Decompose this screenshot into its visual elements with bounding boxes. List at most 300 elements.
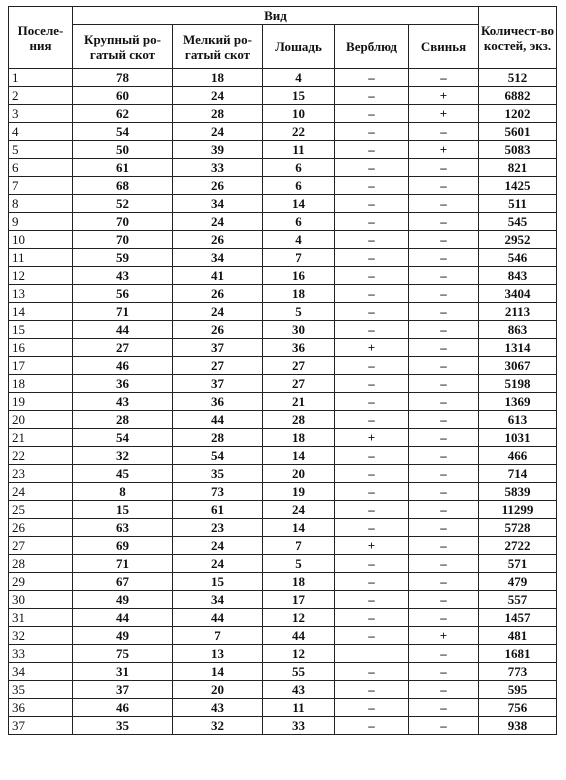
settlement-number: 29: [9, 573, 73, 591]
cattle-value: 32: [73, 447, 173, 465]
small-cattle-value: 44: [173, 411, 263, 429]
bone-count-value: 571: [479, 555, 557, 573]
pig-mark: –: [409, 519, 479, 537]
header-pig: Свинья: [409, 25, 479, 69]
bone-count-value: 5601: [479, 123, 557, 141]
bone-count-value: 6882: [479, 87, 557, 105]
bone-count-value: 546: [479, 249, 557, 267]
small-cattle-value: 26: [173, 321, 263, 339]
pig-mark: –: [409, 177, 479, 195]
small-cattle-value: 28: [173, 105, 263, 123]
table-row: [9, 267, 557, 285]
camel-mark: +: [335, 537, 409, 555]
camel-mark: –: [335, 555, 409, 573]
pig-mark: –: [409, 645, 479, 663]
table-row: [9, 699, 557, 717]
settlement-number: 3: [9, 105, 73, 123]
settlement-number: 9: [9, 213, 73, 231]
settlement-number: 12: [9, 267, 73, 285]
small-cattle-value: 33: [173, 159, 263, 177]
bone-count-value: 5198: [479, 375, 557, 393]
settlement-number: 24: [9, 483, 73, 501]
camel-mark: –: [335, 105, 409, 123]
cattle-value: 63: [73, 519, 173, 537]
horse-value: 14: [263, 447, 335, 465]
pig-mark: –: [409, 195, 479, 213]
header-bone-count: Количест-во костей, экз.: [479, 7, 557, 69]
header-species-group: Вид: [73, 7, 479, 25]
small-cattle-value: 26: [173, 285, 263, 303]
camel-mark: –: [335, 231, 409, 249]
camel-mark: –: [335, 681, 409, 699]
small-cattle-value: 61: [173, 501, 263, 519]
table-row: [9, 249, 557, 267]
camel-mark: +: [335, 429, 409, 447]
settlement-number: 1: [9, 69, 73, 87]
table-row: [9, 663, 557, 681]
cattle-value: 61: [73, 159, 173, 177]
horse-value: 17: [263, 591, 335, 609]
pig-mark: –: [409, 303, 479, 321]
horse-value: 36: [263, 339, 335, 357]
small-cattle-value: 23: [173, 519, 263, 537]
horse-value: 24: [263, 501, 335, 519]
horse-value: 43: [263, 681, 335, 699]
table-row: [9, 447, 557, 465]
settlement-number: 19: [9, 393, 73, 411]
settlement-number: 22: [9, 447, 73, 465]
table-row: [9, 69, 557, 87]
camel-mark: +: [335, 339, 409, 357]
horse-value: 4: [263, 69, 335, 87]
cattle-value: 67: [73, 573, 173, 591]
horse-value: 11: [263, 699, 335, 717]
pig-mark: –: [409, 123, 479, 141]
horse-value: 20: [263, 465, 335, 483]
small-cattle-value: 24: [173, 555, 263, 573]
camel-mark: –: [335, 717, 409, 735]
table-row: [9, 231, 557, 249]
settlement-number: 7: [9, 177, 73, 195]
pig-mark: –: [409, 249, 479, 267]
settlement-number: 31: [9, 609, 73, 627]
settlement-number: 21: [9, 429, 73, 447]
camel-mark: –: [335, 267, 409, 285]
camel-mark: –: [335, 483, 409, 501]
cattle-value: 75: [73, 645, 173, 663]
small-cattle-value: 32: [173, 717, 263, 735]
horse-value: 21: [263, 393, 335, 411]
horse-value: 5: [263, 555, 335, 573]
settlement-number: 34: [9, 663, 73, 681]
table-row: [9, 429, 557, 447]
pig-mark: –: [409, 267, 479, 285]
small-cattle-value: 54: [173, 447, 263, 465]
pig-mark: –: [409, 663, 479, 681]
table-row: [9, 339, 557, 357]
pig-mark: –: [409, 231, 479, 249]
pig-mark: –: [409, 285, 479, 303]
horse-value: 10: [263, 105, 335, 123]
cattle-value: 56: [73, 285, 173, 303]
small-cattle-value: 37: [173, 375, 263, 393]
header-cattle: Крупный ро-гатый скот: [73, 25, 173, 69]
small-cattle-value: 35: [173, 465, 263, 483]
cattle-value: 31: [73, 663, 173, 681]
cattle-value: 44: [73, 609, 173, 627]
camel-mark: –: [335, 519, 409, 537]
camel-mark: –: [335, 357, 409, 375]
settlement-number: 37: [9, 717, 73, 735]
bone-count-value: 1202: [479, 105, 557, 123]
settlement-number: 35: [9, 681, 73, 699]
cattle-value: 71: [73, 555, 173, 573]
small-cattle-value: 13: [173, 645, 263, 663]
small-cattle-value: 24: [173, 213, 263, 231]
cattle-value: 69: [73, 537, 173, 555]
bone-count-value: 938: [479, 717, 557, 735]
bone-count-value: 557: [479, 591, 557, 609]
bone-count-value: 773: [479, 663, 557, 681]
pig-mark: –: [409, 159, 479, 177]
table-row: [9, 627, 557, 645]
settlement-number: 8: [9, 195, 73, 213]
bone-count-value: 545: [479, 213, 557, 231]
small-cattle-value: 34: [173, 249, 263, 267]
bone-count-value: 595: [479, 681, 557, 699]
bone-count-value: 1457: [479, 609, 557, 627]
bone-count-value: 1314: [479, 339, 557, 357]
table-row: [9, 375, 557, 393]
cattle-value: 36: [73, 375, 173, 393]
cattle-value: 45: [73, 465, 173, 483]
cattle-value: 43: [73, 393, 173, 411]
pig-mark: –: [409, 465, 479, 483]
camel-mark: –: [335, 411, 409, 429]
camel-mark: –: [335, 123, 409, 141]
pig-mark: –: [409, 717, 479, 735]
horse-value: 30: [263, 321, 335, 339]
horse-value: 22: [263, 123, 335, 141]
cattle-value: 35: [73, 717, 173, 735]
settlement-number: 17: [9, 357, 73, 375]
horse-value: 4: [263, 231, 335, 249]
camel-mark: –: [335, 321, 409, 339]
pig-mark: –: [409, 429, 479, 447]
horse-value: 28: [263, 411, 335, 429]
table-row: [9, 357, 557, 375]
pig-mark: –: [409, 501, 479, 519]
settlement-number: 20: [9, 411, 73, 429]
cattle-value: 28: [73, 411, 173, 429]
pig-mark: –: [409, 69, 479, 87]
pig-mark: –: [409, 609, 479, 627]
cattle-value: 52: [73, 195, 173, 213]
pig-mark: –: [409, 699, 479, 717]
settlement-number: 28: [9, 555, 73, 573]
settlement-number: 15: [9, 321, 73, 339]
horse-value: 7: [263, 537, 335, 555]
camel-mark: –: [335, 375, 409, 393]
table-row: [9, 681, 557, 699]
small-cattle-value: 26: [173, 231, 263, 249]
table-row: [9, 321, 557, 339]
cattle-value: 50: [73, 141, 173, 159]
cattle-value: 8: [73, 483, 173, 501]
camel-mark: –: [335, 159, 409, 177]
small-cattle-value: 24: [173, 87, 263, 105]
bone-count-value: 5728: [479, 519, 557, 537]
horse-value: 55: [263, 663, 335, 681]
cattle-value: 62: [73, 105, 173, 123]
settlement-number: 10: [9, 231, 73, 249]
pig-mark: –: [409, 483, 479, 501]
table-body: [9, 69, 557, 735]
small-cattle-value: 14: [173, 663, 263, 681]
table-row: [9, 555, 557, 573]
small-cattle-value: 41: [173, 267, 263, 285]
pig-mark: –: [409, 321, 479, 339]
small-cattle-value: 73: [173, 483, 263, 501]
header-small-cattle: Мелкий ро-гатый скот: [173, 25, 263, 69]
table-row: [9, 195, 557, 213]
small-cattle-value: 36: [173, 393, 263, 411]
horse-value: 18: [263, 573, 335, 591]
settlement-number: 6: [9, 159, 73, 177]
table-row: [9, 591, 557, 609]
camel-mark: –: [335, 303, 409, 321]
settlement-number: 30: [9, 591, 73, 609]
horse-value: 44: [263, 627, 335, 645]
horse-value: 12: [263, 645, 335, 663]
camel-mark: –: [335, 141, 409, 159]
bone-count-value: 1369: [479, 393, 557, 411]
horse-value: 19: [263, 483, 335, 501]
horse-value: 6: [263, 213, 335, 231]
cattle-value: 49: [73, 627, 173, 645]
cattle-value: 68: [73, 177, 173, 195]
table-row: [9, 519, 557, 537]
small-cattle-value: 26: [173, 177, 263, 195]
header-camel: Верблюд: [335, 25, 409, 69]
pig-mark: –: [409, 375, 479, 393]
table-row: [9, 87, 557, 105]
horse-value: 27: [263, 375, 335, 393]
bone-count-value: 3067: [479, 357, 557, 375]
camel-mark: –: [335, 591, 409, 609]
table-row: [9, 393, 557, 411]
pig-mark: +: [409, 87, 479, 105]
cattle-value: 15: [73, 501, 173, 519]
small-cattle-value: 43: [173, 699, 263, 717]
horse-value: 12: [263, 609, 335, 627]
cattle-value: 27: [73, 339, 173, 357]
bone-count-value: 5839: [479, 483, 557, 501]
bone-count-value: 714: [479, 465, 557, 483]
horse-value: 16: [263, 267, 335, 285]
bone-count-value: 821: [479, 159, 557, 177]
horse-value: 6: [263, 177, 335, 195]
camel-mark: –: [335, 69, 409, 87]
settlement-number: 4: [9, 123, 73, 141]
settlement-number: 25: [9, 501, 73, 519]
table-row: [9, 645, 557, 663]
settlement-number: 32: [9, 627, 73, 645]
small-cattle-value: 28: [173, 429, 263, 447]
header-horse: Лошадь: [263, 25, 335, 69]
cattle-value: 43: [73, 267, 173, 285]
bone-count-value: 1681: [479, 645, 557, 663]
bone-count-value: 863: [479, 321, 557, 339]
livestock-bones-table: [8, 6, 557, 735]
settlement-number: 26: [9, 519, 73, 537]
cattle-value: 59: [73, 249, 173, 267]
cattle-value: 46: [73, 699, 173, 717]
camel-mark: –: [335, 393, 409, 411]
table-row: [9, 411, 557, 429]
horse-value: 18: [263, 429, 335, 447]
bone-count-value: 3404: [479, 285, 557, 303]
settlement-number: 16: [9, 339, 73, 357]
camel-mark: –: [335, 87, 409, 105]
cattle-value: 71: [73, 303, 173, 321]
small-cattle-value: 20: [173, 681, 263, 699]
table-row: [9, 213, 557, 231]
bone-count-value: 479: [479, 573, 557, 591]
small-cattle-value: 34: [173, 591, 263, 609]
pig-mark: –: [409, 447, 479, 465]
camel-mark: –: [335, 609, 409, 627]
pig-mark: +: [409, 105, 479, 123]
small-cattle-value: 24: [173, 537, 263, 555]
table-row: [9, 501, 557, 519]
settlement-number: 11: [9, 249, 73, 267]
bone-count-value: 11299: [479, 501, 557, 519]
pig-mark: +: [409, 141, 479, 159]
bone-count-value: 2113: [479, 303, 557, 321]
pig-mark: –: [409, 591, 479, 609]
table-row: [9, 573, 557, 591]
camel-mark: –: [335, 465, 409, 483]
table-row: [9, 177, 557, 195]
header-settlement: Поселе-ния: [9, 7, 73, 69]
bone-count-value: 613: [479, 411, 557, 429]
small-cattle-value: 37: [173, 339, 263, 357]
table-row: [9, 285, 557, 303]
table-row: [9, 159, 557, 177]
cattle-value: 70: [73, 213, 173, 231]
pig-mark: +: [409, 627, 479, 645]
horse-value: 15: [263, 87, 335, 105]
cattle-value: 49: [73, 591, 173, 609]
camel-mark: –: [335, 501, 409, 519]
pig-mark: –: [409, 411, 479, 429]
horse-value: 11: [263, 141, 335, 159]
horse-value: 5: [263, 303, 335, 321]
cattle-value: 70: [73, 231, 173, 249]
small-cattle-value: 39: [173, 141, 263, 159]
pig-mark: –: [409, 555, 479, 573]
bone-count-value: 756: [479, 699, 557, 717]
pig-mark: –: [409, 537, 479, 555]
bone-count-value: 1031: [479, 429, 557, 447]
table-row: [9, 717, 557, 735]
pig-mark: –: [409, 357, 479, 375]
cattle-value: 54: [73, 429, 173, 447]
small-cattle-value: 44: [173, 609, 263, 627]
horse-value: 14: [263, 519, 335, 537]
camel-mark: –: [335, 177, 409, 195]
horse-value: 33: [263, 717, 335, 735]
small-cattle-value: 18: [173, 69, 263, 87]
bone-count-value: 2722: [479, 537, 557, 555]
pig-mark: –: [409, 393, 479, 411]
settlement-number: 18: [9, 375, 73, 393]
pig-mark: –: [409, 339, 479, 357]
horse-value: 27: [263, 357, 335, 375]
table-row: [9, 303, 557, 321]
pig-mark: –: [409, 573, 479, 591]
table-row: [9, 105, 557, 123]
horse-value: 14: [263, 195, 335, 213]
cattle-value: 78: [73, 69, 173, 87]
table-row: [9, 123, 557, 141]
cattle-value: 37: [73, 681, 173, 699]
small-cattle-value: 15: [173, 573, 263, 591]
bone-count-value: 481: [479, 627, 557, 645]
small-cattle-value: 27: [173, 357, 263, 375]
settlement-number: 23: [9, 465, 73, 483]
pig-mark: –: [409, 681, 479, 699]
camel-mark: –: [335, 627, 409, 645]
settlement-number: 33: [9, 645, 73, 663]
settlement-number: 14: [9, 303, 73, 321]
small-cattle-value: 34: [173, 195, 263, 213]
small-cattle-value: 24: [173, 303, 263, 321]
camel-mark: [335, 645, 409, 663]
settlement-number: 2: [9, 87, 73, 105]
table-row: [9, 483, 557, 501]
camel-mark: –: [335, 573, 409, 591]
table-row: [9, 141, 557, 159]
horse-value: 7: [263, 249, 335, 267]
bone-count-value: 511: [479, 195, 557, 213]
pig-mark: –: [409, 213, 479, 231]
camel-mark: –: [335, 663, 409, 681]
cattle-value: 54: [73, 123, 173, 141]
table-row: [9, 537, 557, 555]
bone-count-value: 2952: [479, 231, 557, 249]
small-cattle-value: 7: [173, 627, 263, 645]
camel-mark: –: [335, 249, 409, 267]
bone-count-value: 1425: [479, 177, 557, 195]
camel-mark: –: [335, 447, 409, 465]
horse-value: 18: [263, 285, 335, 303]
horse-value: 6: [263, 159, 335, 177]
cattle-value: 60: [73, 87, 173, 105]
camel-mark: –: [335, 213, 409, 231]
table-row: [9, 609, 557, 627]
settlement-number: 13: [9, 285, 73, 303]
settlement-number: 27: [9, 537, 73, 555]
cattle-value: 44: [73, 321, 173, 339]
bone-count-value: 512: [479, 69, 557, 87]
table-row: [9, 465, 557, 483]
camel-mark: –: [335, 195, 409, 213]
settlement-number: 36: [9, 699, 73, 717]
bone-count-value: 843: [479, 267, 557, 285]
bone-count-value: 5083: [479, 141, 557, 159]
